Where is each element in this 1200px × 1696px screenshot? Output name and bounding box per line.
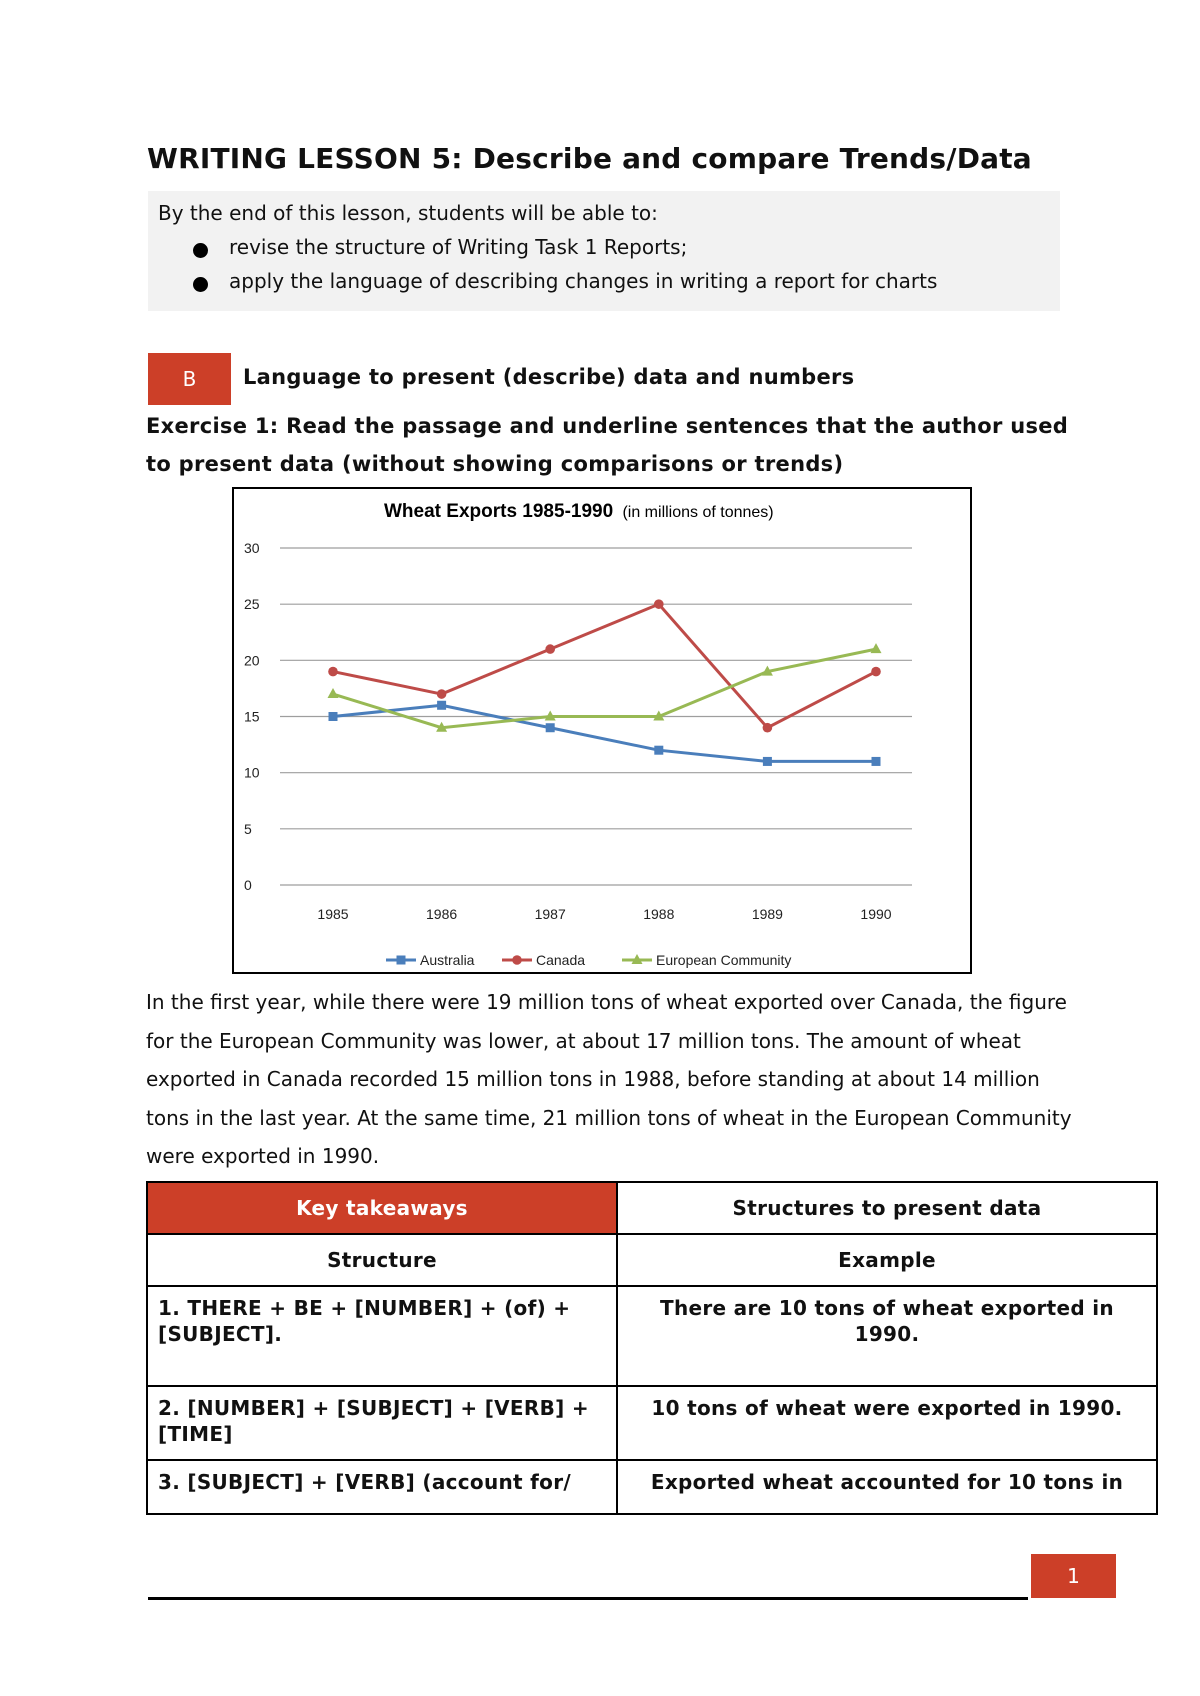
data-point bbox=[328, 667, 338, 677]
example-cell: There are 10 tons of wheat exported in 1990. bbox=[617, 1286, 1157, 1386]
header-structures: Structures to present data bbox=[617, 1182, 1157, 1234]
bullet-icon bbox=[193, 243, 208, 258]
section-badge: B bbox=[148, 353, 231, 405]
data-point bbox=[654, 746, 663, 755]
footer-line bbox=[148, 1597, 1028, 1600]
x-tick-label: 1985 bbox=[317, 906, 349, 922]
y-tick-label: 15 bbox=[244, 708, 260, 725]
x-tick-label: 1987 bbox=[534, 906, 566, 922]
data-point bbox=[437, 701, 446, 710]
col-example-header: Example bbox=[617, 1234, 1157, 1286]
y-tick-label: 30 bbox=[244, 540, 260, 556]
data-point bbox=[546, 723, 555, 732]
takeaways-table bbox=[146, 1181, 1158, 1515]
structure-cell: 3. [SUBJECT] + [VERB] (account for/ bbox=[147, 1460, 617, 1514]
objective-text: revise the structure of Writing Task 1 Reports; bbox=[229, 235, 688, 259]
data-point bbox=[871, 643, 882, 653]
objectives-intro: By the end of this lesson, students will be able to: bbox=[158, 201, 658, 225]
table-header-row bbox=[147, 1182, 1157, 1234]
data-point bbox=[763, 723, 773, 733]
objective-text: apply the language of describing changes in writing a report for charts bbox=[229, 269, 938, 293]
data-point bbox=[545, 644, 555, 654]
table-row bbox=[147, 1386, 1157, 1460]
x-tick-label: 1990 bbox=[860, 906, 892, 922]
legend-label: Canada bbox=[536, 952, 586, 968]
data-point bbox=[763, 757, 772, 766]
y-tick-label: 25 bbox=[244, 596, 260, 613]
data-point bbox=[437, 689, 447, 699]
x-tick-label: 1986 bbox=[426, 906, 458, 922]
data-point bbox=[512, 955, 522, 965]
structure-cell: 1. THERE + BE + [NUMBER] + (of) + [SUBJECT]. bbox=[147, 1286, 617, 1386]
data-point bbox=[871, 667, 881, 677]
section-heading: Language to present (describe) data and numbers bbox=[243, 365, 855, 389]
table-subheader-row bbox=[147, 1234, 1157, 1286]
x-tick-label: 1988 bbox=[643, 906, 675, 922]
y-tick-label: 0 bbox=[244, 877, 252, 893]
header-key-takeaways: Key takeaways bbox=[147, 1182, 617, 1234]
structure-cell: 2. [NUMBER] + [SUBJECT] + [VERB] + [TIME] bbox=[147, 1386, 617, 1460]
chart-title-main: Wheat Exports 1985-1990 bbox=[384, 501, 614, 522]
lesson-title: WRITING LESSON 5: Describe and compare Trends/Data bbox=[147, 142, 1032, 175]
y-tick-label: 10 bbox=[244, 764, 260, 781]
y-tick-label: 20 bbox=[244, 652, 260, 669]
data-point bbox=[329, 712, 338, 721]
exercise-heading: Exercise 1: Read the passage and underline sentences that the author used to present data (without showing comparisons or trends) bbox=[146, 414, 1069, 476]
x-tick-label: 1989 bbox=[751, 906, 783, 922]
y-tick-label: 5 bbox=[244, 820, 252, 837]
page-number: 1 bbox=[1031, 1554, 1116, 1598]
legend-label: Australia bbox=[420, 952, 475, 968]
example-cell: Exported wheat accounted for 10 tons in bbox=[617, 1460, 1157, 1514]
table-row bbox=[147, 1286, 1157, 1386]
chart-subtitle: (in millions of tonnes) bbox=[622, 504, 774, 521]
col-structure-header: Structure bbox=[147, 1234, 617, 1286]
data-point bbox=[654, 599, 664, 609]
passage: In the first year, while there were 19 million tons of wheat exported over Canada, the figure for the European Community was lower, at about 17 million tons. The amount of wheat exported in Canada recorded 15 million tons in 1988, before standing at about 14 million tons in the last year. At the same time, 21 million tons of wheat in the European Community were exported in 1990. bbox=[146, 990, 1072, 1168]
data-point bbox=[397, 956, 406, 965]
bullet-icon bbox=[193, 277, 208, 292]
line-chart bbox=[234, 489, 970, 972]
table-row bbox=[147, 1460, 1157, 1514]
legend-label: European Community bbox=[656, 952, 792, 968]
data-point bbox=[328, 688, 339, 698]
data-point bbox=[872, 757, 881, 766]
example-cell: 10 tons of wheat were exported in 1990. bbox=[617, 1386, 1157, 1460]
chart-frame bbox=[232, 487, 972, 974]
chart-title bbox=[384, 501, 774, 522]
